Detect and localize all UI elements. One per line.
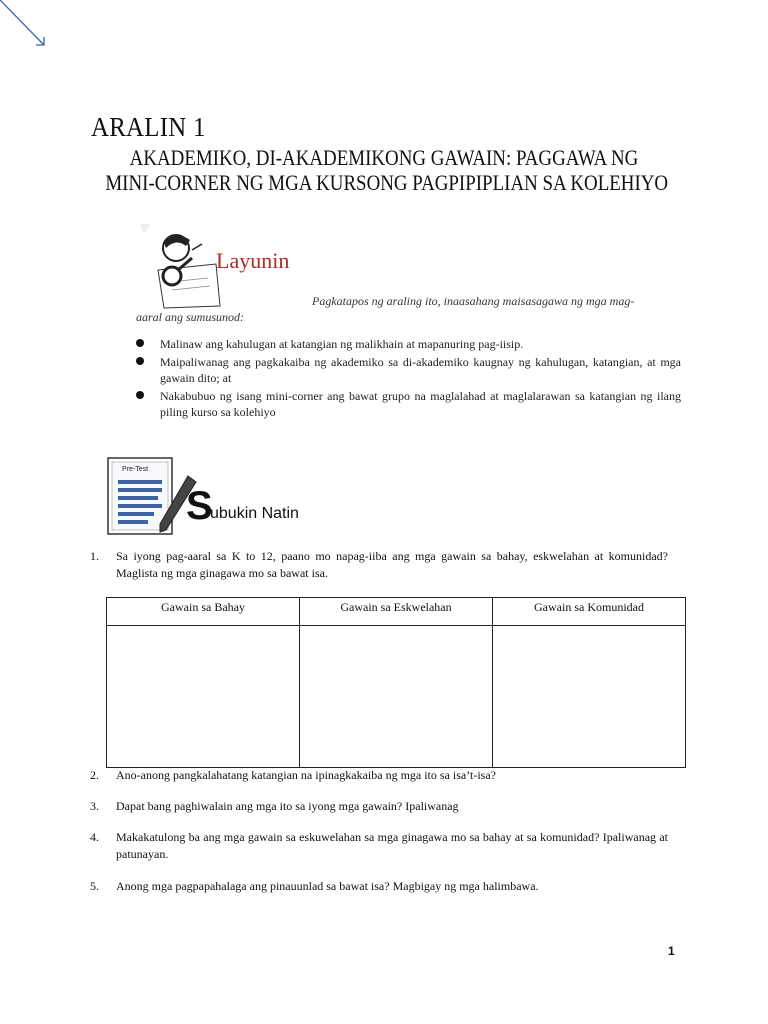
- bullet-icon: [136, 357, 144, 365]
- question-number: 2.: [90, 768, 99, 782]
- question-text: Dapat bang paghiwalain ang mga ito sa iyong mga gawain? Ipaliwanag: [116, 799, 459, 813]
- lesson-subtitle-line2: MINI-CORNER NG MGA KURSONG PAGPIPIPLIAN SA KOLEHIYO: [105, 170, 669, 195]
- objectives-intro-line1: Pagkatapos ng araling ito, inaasahang maisasagawa ng mga mag-: [312, 294, 635, 308]
- objective-item: Maipaliwanag ang pagkakaiba ng akademiko sa di-akademiko kaugnay ng kahulugan, katangian, at mga gawain dito; at: [136, 354, 681, 386]
- table-header-eskwelahan: Gawain sa Eskwelahan: [300, 598, 493, 626]
- answer-cell-bahay[interactable]: [107, 626, 300, 768]
- question-text: Ano-anong pangkalahatang katangian na ipinagkakaiba ng mga ito sa isa’t-isa?: [116, 768, 496, 782]
- objective-item: Nakabubuo ng isang mini-corner ang bawat grupo na maglalahad at maglalarawan sa katangian ng ilang piling kurso sa kolehiyo: [136, 388, 681, 420]
- lesson-subtitle-line1: AKADEMIKO, DI-AKADEMIKONG GAWAIN: PAGGAWA NG: [129, 145, 639, 170]
- question-item: [90, 548, 680, 584]
- question-number: 5.: [90, 879, 99, 893]
- corner-arrow-icon: [0, 0, 60, 60]
- question-text: Anong mga pagpapahalaga ang pinauunlad sa bawat isa? Magbigay ng mga halimbawa.: [116, 879, 539, 893]
- question-number: 1.: [90, 549, 99, 563]
- table-header-row: [107, 598, 686, 626]
- table-header-bahay: Gawain sa Bahay: [107, 598, 300, 626]
- layunin-heading: Layunin: [216, 248, 290, 273]
- objective-item: Malinaw ang kahulugan at katangian ng malikhain at mapanuring pag-iisip.: [136, 336, 681, 352]
- objectives-intro-line2: aaral ang sumusunod:: [136, 310, 245, 324]
- question-item: [90, 829, 680, 865]
- question-number: 3.: [90, 799, 99, 813]
- pretest-tag: Pre-Test: [122, 466, 149, 473]
- question-text: Makakatulong ba ang mga gawain sa eskuwelahan sa mga ginagawa mo sa bahay at sa komunidad? Ipaliwanag at patunayan.: [116, 830, 668, 861]
- subukin-initial: S: [186, 484, 213, 528]
- page-number: 1: [668, 944, 675, 958]
- question-number: 4.: [90, 830, 99, 844]
- answer-cell-eskwelahan[interactable]: [300, 626, 493, 768]
- objectives-list: [136, 336, 681, 422]
- question-text: Sa iyong pag-aaral sa K to 12, paano mo napag-iiba ang mga gawain sa bahay, eskwelahan at komunidad? Maglista ng mga ginagawa mo sa bawat isa.: [116, 549, 668, 580]
- table-row: [107, 626, 686, 768]
- lesson-title: ARALIN 1: [91, 112, 206, 142]
- table-header-komunidad: Gawain sa Komunidad: [493, 598, 686, 626]
- question-item: [90, 878, 680, 898]
- subukin-heading: ubukin Natin: [210, 505, 299, 522]
- bullet-icon: [136, 391, 144, 399]
- question-item: [90, 767, 680, 787]
- question-item: [90, 798, 680, 818]
- bullet-icon: [136, 339, 144, 347]
- magnifier-reader-icon: [136, 220, 228, 312]
- answer-cell-komunidad[interactable]: [493, 626, 686, 768]
- activity-table: [106, 597, 686, 768]
